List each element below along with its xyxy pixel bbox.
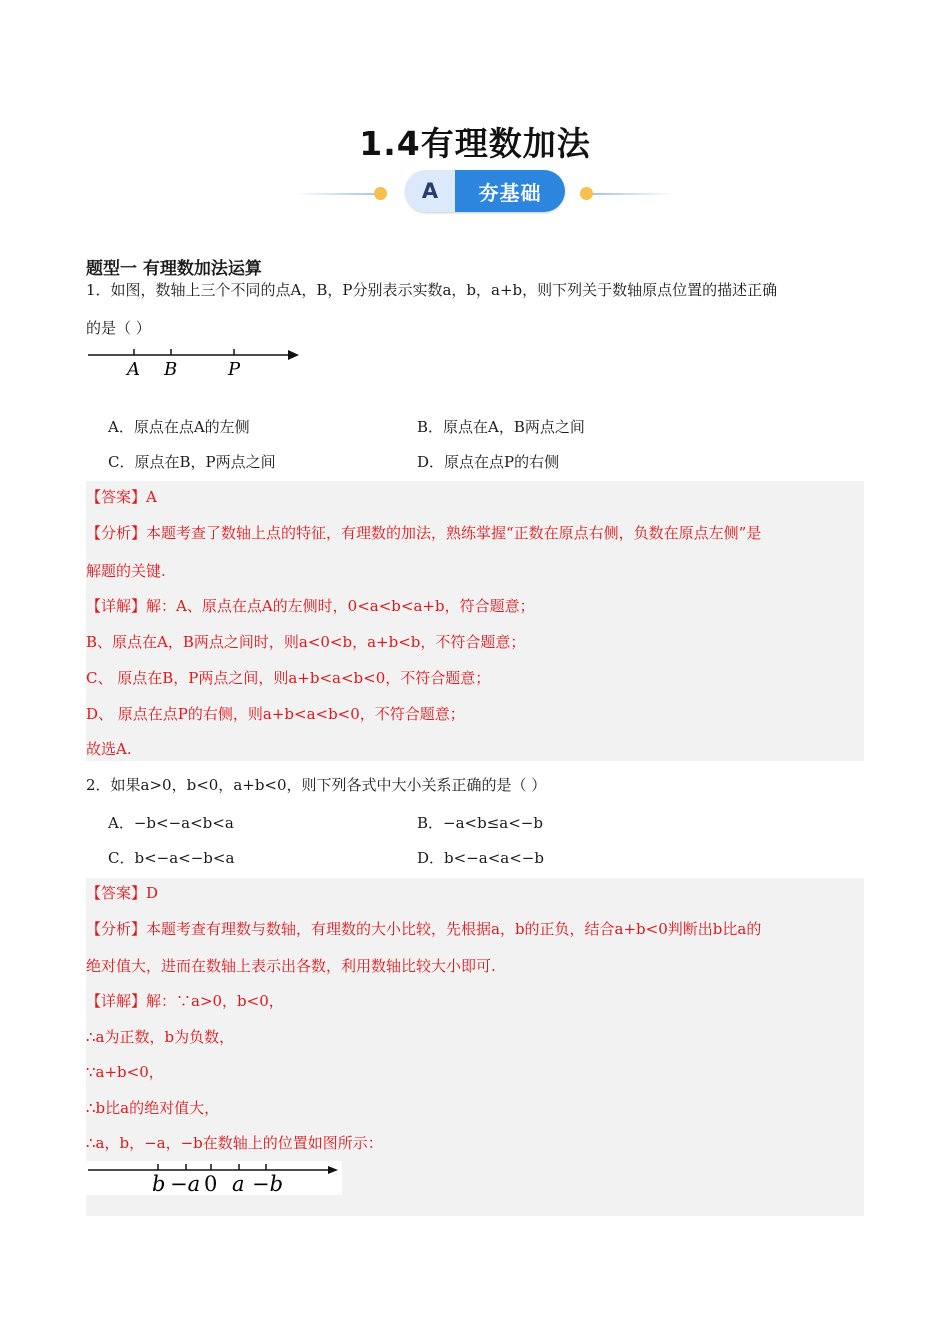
q2-option-d[interactable]: D．b<−a<a<−b [417,849,544,867]
q1-axis-arrow [288,350,299,360]
q1-analysis-line2: 解题的关键. [86,562,166,580]
level-badge-letter: A [405,170,455,212]
title-deco-line-left [296,193,380,195]
q1-number-line [86,342,306,382]
q2-detail-line5: ∴a，b，−a，−b在数轴上的位置如图所示： [86,1134,383,1152]
q2-label-neg-b: −b [252,1172,284,1195]
q2-detail-line1: 【详解】解：∵a>0，b<0， [86,992,284,1010]
q2-label-b: b [152,1172,166,1195]
level-badge [405,170,565,212]
q1-option-b[interactable]: B．原点在A，B两点之间 [417,418,585,436]
title-deco-dot-left [374,187,387,200]
q1-detail-line1: 【详解】解：A、原点在点A的左侧时，0<a<b<a+b，符合题意； [86,597,535,615]
q2-detail-line3: ∵a+b<0， [86,1063,164,1081]
q2-option-a[interactable]: A．−b<−a<b<a [108,814,234,832]
q1-stem-line1: 1．如图，数轴上三个不同的点A，B，P分别表示实数a，b，a+b，则下列关于数轴原点位置的描述正确 [86,281,778,299]
q1-label-a: A [127,359,140,380]
q1-label-p: P [228,359,241,380]
section-heading: 题型一 有理数加法运算 [86,259,262,279]
q1-detail-line5: 故选A. [86,740,132,758]
q2-option-b[interactable]: B．−a<b≤a<−b [417,814,543,832]
q1-detail-line3: C、 原点在B，P两点之间，则a+b<a<b<0，不符合题意； [86,669,491,687]
q2-option-c[interactable]: C．b<−a<−b<a [108,849,235,867]
q1-option-d[interactable]: D．原点在点P的右侧 [417,453,560,471]
q2-answer: 【答案】D [86,884,159,902]
q2-label-neg-a: −a [170,1172,201,1195]
q1-detail-line4: D、 原点在点P的右侧，则a+b<a<b<0，不符合题意； [86,705,465,723]
q2-analysis-line1: 【分析】本题考查有理数与数轴，有理数的大小比较，先根据a，b的正负，结合a+b<0判断出b比a的 [86,920,762,938]
title-deco-line-right [590,193,674,195]
q2-analysis-line2: 绝对值大，进而在数轴上表示出各数，利用数轴比较大小即可. [86,957,496,975]
q2-number-line [86,1161,342,1195]
q1-analysis-line1: 【分析】本题考查了数轴上点的特征，有理数的加法，熟练掌握“正数在原点右侧，负数在原点左侧”是 [86,524,762,542]
title-deco-dot-right [580,187,593,200]
q2-axis-arrow [328,1166,338,1174]
q2-label-a: a [232,1172,245,1195]
q2-label-zero: 0 [204,1172,218,1195]
q2-detail-line2: ∴a为正数，b为负数， [86,1028,235,1046]
page-title: 1.4有理数加法 [359,124,591,163]
q1-label-b: B [164,359,178,380]
q2-stem-line1: 2．如果a>0，b<0，a+b<0，则下列各式中大小关系正确的是（ ） [86,776,547,794]
q2-detail-line4: ∴b比a的绝对值大， [86,1099,220,1117]
q2-solution-box [86,878,864,1216]
q1-stem-line2: 的是（ ） [86,319,151,337]
q1-detail-line2: B、原点在A，B两点之间时，则a<0<b，a+b<b，不符合题意； [86,633,526,651]
q1-solution-box [86,481,864,761]
q1-option-a[interactable]: A．原点在点A的左侧 [108,418,250,436]
q1-option-c[interactable]: C．原点在B，P两点之间 [108,453,276,471]
level-badge-text: 夯基础 [455,170,565,212]
q1-answer: 【答案】A [86,488,157,506]
